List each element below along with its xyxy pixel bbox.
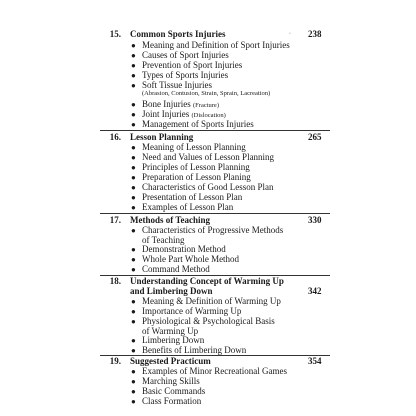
section-divider: [100, 130, 330, 131]
section-page-number: 342: [308, 286, 322, 296]
list-item: Importance of Warming Up: [142, 306, 242, 316]
list-item: Characteristics of Good Lesson Plan: [142, 182, 274, 192]
list-item: Benefits of Limbering Down: [142, 345, 247, 355]
list-item-note: (Abrasion, Contusion, Strain, Sprain, Lacreation): [142, 90, 271, 97]
section-number: 19.: [109, 356, 121, 366]
list-item-continuation: of Teaching: [142, 235, 185, 245]
bullet-icon: ●: [131, 226, 136, 235]
dot-mark: ·: [289, 31, 291, 37]
list-item: Joint Injuries (Dislocation): [142, 109, 226, 119]
bullet-icon: ●: [131, 81, 136, 90]
section-page-number: 354: [308, 356, 322, 366]
bullet-icon: ●: [131, 336, 136, 345]
list-item-note: (Fracture): [193, 102, 219, 109]
section-title: Suggested Practicum: [130, 356, 211, 366]
list-item: Types of Sports Injuries: [142, 70, 229, 80]
bullet-icon: ●: [131, 183, 136, 192]
list-item: Presentation of Lesson Plan: [142, 192, 243, 202]
section-title: Methods of Teaching: [130, 215, 211, 225]
section-number: 16.: [109, 132, 121, 142]
bullet-icon: ●: [131, 317, 136, 326]
section-title: Understanding Concept of Warming Up: [130, 276, 284, 286]
bullet-icon: ●: [131, 41, 136, 50]
list-item: Management of Sports Injuries: [142, 119, 254, 129]
bullet-icon: ●: [131, 173, 136, 182]
bullet-icon: ●: [131, 346, 136, 355]
section-number: 18.: [109, 276, 121, 286]
list-item: Characteristics of Progressive Methods: [142, 225, 284, 235]
bullet-icon: ●: [131, 71, 136, 80]
list-item: Principles of Lesson Planning: [142, 162, 250, 172]
bullet-icon: ●: [131, 61, 136, 70]
list-item: Meaning of Lesson Planning: [142, 142, 246, 152]
list-item: Soft Tissue Injuries: [142, 80, 213, 90]
list-item: Class Formation: [142, 396, 202, 406]
list-item-note: (Dislocation): [191, 112, 226, 119]
list-item-continuation: of Warming Up: [142, 326, 199, 336]
list-item: Meaning and Definition of Sport Injuries: [142, 40, 290, 50]
section-page-number: 330: [308, 215, 322, 225]
list-item: Preparation of Lesson Planing: [142, 172, 251, 182]
list-item: Bone Injuries (Fracture): [142, 99, 219, 109]
bullet-icon: ●: [131, 100, 136, 109]
bullet-icon: ●: [131, 193, 136, 202]
bullet-icon: ●: [131, 120, 136, 129]
list-item: Marching Skills: [142, 376, 200, 386]
section-title-line2: and Limbering Down: [130, 286, 213, 296]
section-number: 17.: [109, 215, 121, 225]
list-item: Prevention of Sport Injuries: [142, 60, 243, 70]
list-item: Examples of Lesson Plan: [142, 202, 234, 212]
list-item: Meaning & Definition of Warming Up: [142, 296, 281, 306]
list-item: Basic Commands: [142, 386, 206, 396]
list-item: Limbering Down: [142, 335, 205, 345]
section-page-number: 265: [308, 132, 322, 142]
bullet-icon: ●: [131, 143, 136, 152]
list-item: Command Method: [142, 264, 210, 274]
bullet-icon: ●: [131, 245, 136, 254]
section-page-number: 238: [308, 29, 322, 39]
list-item: Need and Values of Lesson Planning: [142, 152, 275, 162]
section-title: Common Sports Injuries: [130, 29, 226, 39]
bullet-icon: ●: [131, 255, 136, 264]
list-item: Demonstration Method: [142, 244, 226, 254]
bullet-icon: ●: [131, 307, 136, 316]
list-item: Whole Part Whole Method: [142, 254, 240, 264]
bullet-icon: ●: [131, 153, 136, 162]
list-item: Causes of Sport Injuries: [142, 50, 229, 60]
section-number: 15.: [109, 29, 121, 39]
bullet-icon: ●: [131, 377, 136, 386]
bullet-icon: ●: [131, 51, 136, 60]
bullet-icon: ●: [131, 110, 136, 119]
bullet-icon: ●: [131, 297, 136, 306]
section-title: Lesson Planning: [130, 132, 194, 142]
list-item: Physiological & Psychological Basis: [142, 316, 275, 326]
list-item: Examples of Minor Recreational Games: [142, 366, 287, 376]
section-divider: [100, 213, 330, 214]
bullet-icon: ●: [131, 387, 136, 396]
bullet-icon: ●: [131, 367, 136, 376]
bullet-icon: ●: [131, 397, 136, 406]
bullet-icon: ●: [131, 203, 136, 212]
bullet-icon: ●: [131, 265, 136, 274]
bullet-icon: ●: [131, 163, 136, 172]
